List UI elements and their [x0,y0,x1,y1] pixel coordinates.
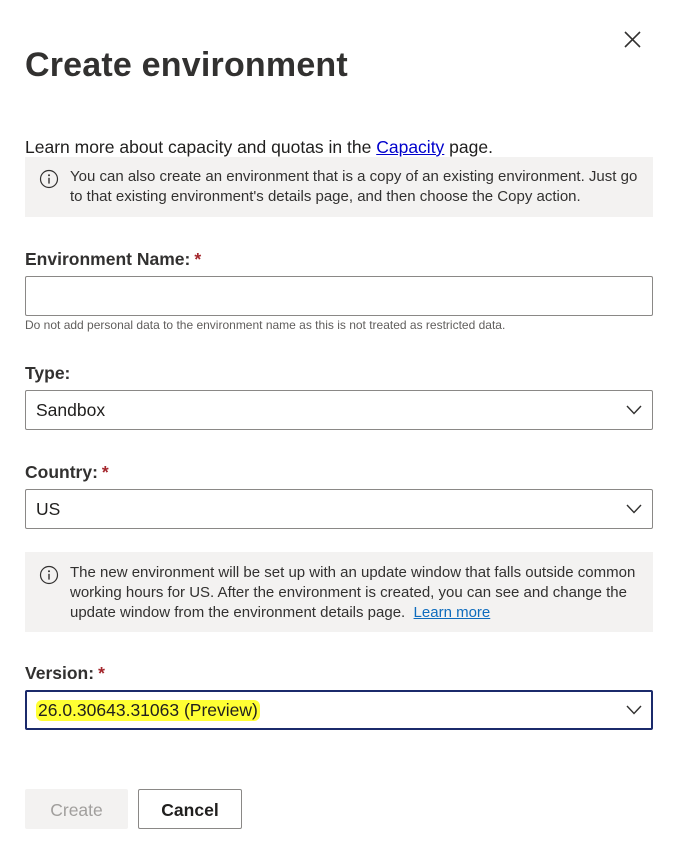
country-label-text: Country: [25,462,98,482]
info-icon [39,565,59,585]
version-label-text: Version: [25,663,95,683]
type-label: Type: [25,363,71,383]
capacity-note-suffix: page. [444,137,493,157]
environment-name-label-text: Environment Name: [25,249,191,269]
chevron-down-icon [626,503,642,515]
capacity-note-prefix: Learn more about capacity and quotas in the [25,137,377,157]
close-icon [624,31,641,48]
chevron-down-icon [626,704,642,716]
type-dropdown[interactable] [25,390,653,430]
version-dropdown[interactable] [25,690,653,730]
chevron-down-icon [626,404,642,416]
page-title: Create environment [25,46,348,84]
capacity-link[interactable]: Capacity [376,137,445,157]
country-label [25,462,109,483]
version-selected-value: 26.0.30643.31063 (Preview) [38,700,258,720]
copy-info-message [25,157,653,217]
close-button[interactable] [616,24,648,56]
capacity-note [25,137,493,158]
environment-name-label [25,249,201,270]
country-dropdown[interactable] [25,489,653,529]
create-button[interactable]: Create [25,789,128,829]
update-window-info-message [25,552,653,632]
update-window-info-text: The new environment will be set up with an update window that falls outside common working hours for US. After the environment is created, you can see and change the update window from the environment details page. [70,564,636,621]
environment-name-hint: Do not add personal data to the environment name as this is not treated as restricted data. [25,318,506,332]
required-marker: * [98,663,105,683]
type-selected-value: Sandbox [36,400,106,420]
cancel-button[interactable]: Cancel [138,789,242,829]
required-marker: * [101,462,109,482]
environment-name-input[interactable] [25,276,653,316]
country-selected-value: US [36,499,61,519]
required-marker: * [194,249,202,269]
copy-info-text: You can also create an environment that is a copy of an existing environment. Just go to that existing environment's details page, and then choose the Copy action. [70,168,638,205]
version-label [25,663,105,684]
learn-more-link[interactable]: Learn more [413,604,491,621]
info-icon [39,169,59,189]
